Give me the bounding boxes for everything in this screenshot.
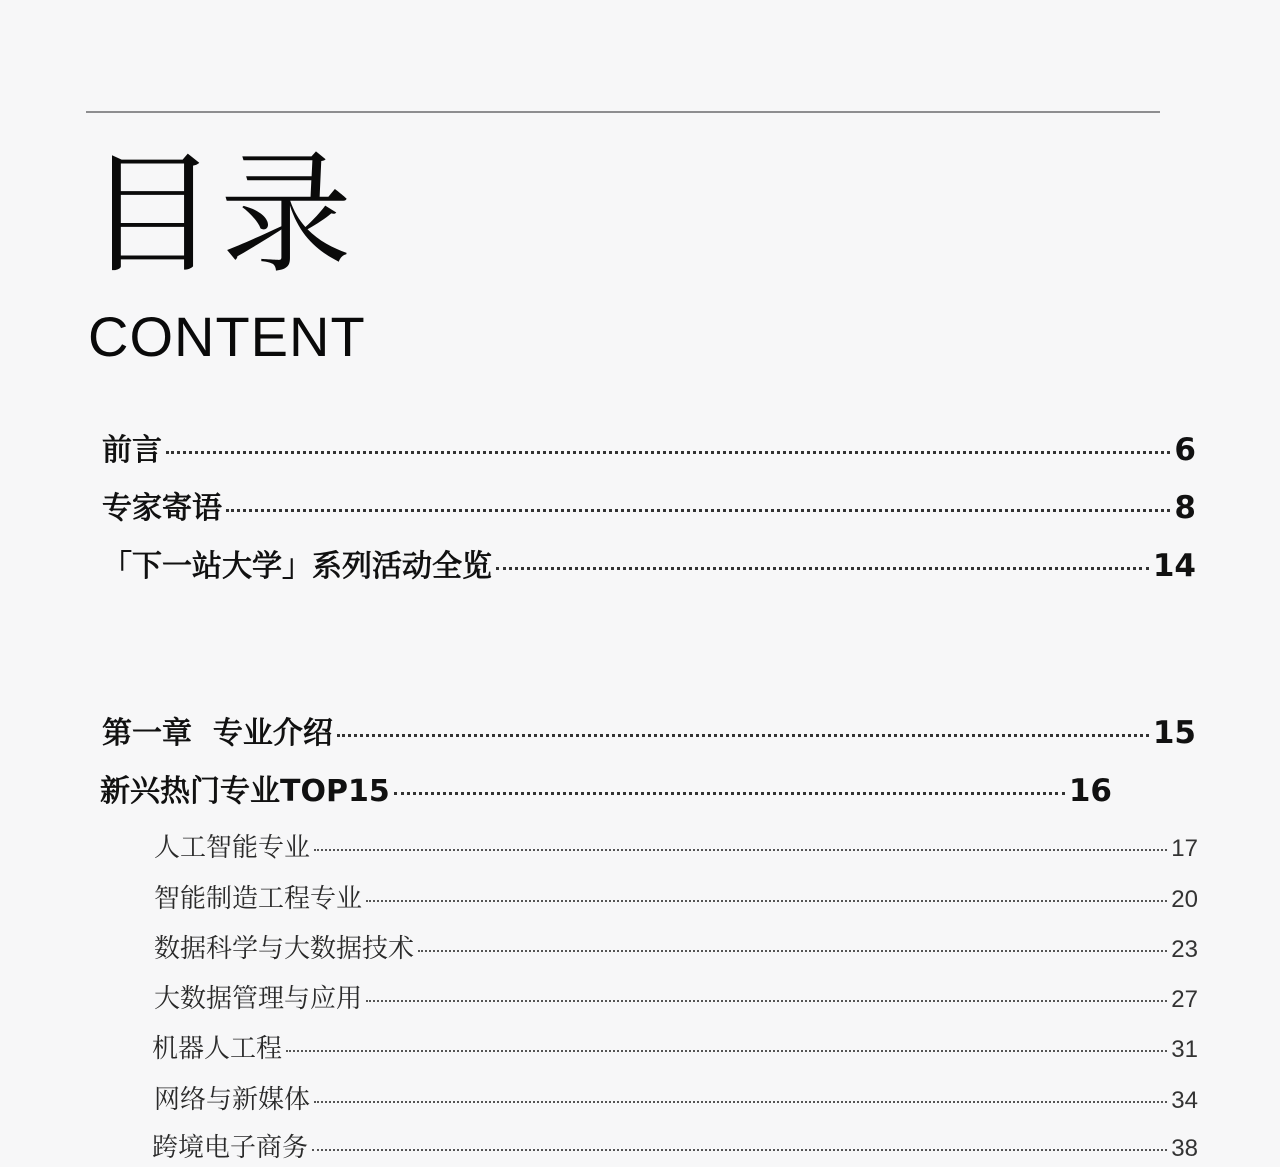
dot-leader xyxy=(496,567,1149,570)
toc-entry-title: 大数据管理与应用 xyxy=(154,984,363,1014)
toc-entry-title: 新兴热门专业TOP15 xyxy=(100,774,390,809)
top-divider xyxy=(86,111,1160,113)
toc-entry-expert-message[interactable] xyxy=(102,488,1196,529)
dot-leader xyxy=(314,1101,1167,1103)
toc-entry-activities-overview[interactable] xyxy=(102,546,1196,587)
toc-entry-page: 15 xyxy=(1152,715,1196,751)
toc-entry-title: 专家寄语 xyxy=(102,491,222,526)
toc-entry-title: 人工智能专业 xyxy=(154,833,311,863)
toc-entry-page: 34 xyxy=(1171,1087,1198,1114)
toc-entry-page: 8 xyxy=(1174,490,1196,526)
dot-leader xyxy=(312,1149,1167,1151)
toc-entry-page: 16 xyxy=(1068,773,1112,809)
toc-entry-title: 「下一站大学」系列活动全览 xyxy=(102,549,492,584)
toc-entry-subsection[interactable] xyxy=(154,931,1198,968)
dot-leader xyxy=(226,509,1170,512)
toc-entry-preface[interactable] xyxy=(102,430,1196,471)
toc-entry-page: 20 xyxy=(1171,886,1198,913)
toc-entry-subsection[interactable] xyxy=(152,1031,1198,1068)
toc-entry-title: 网络与新媒体 xyxy=(154,1085,311,1115)
toc-entry-chapter-1[interactable] xyxy=(102,713,1196,754)
dot-leader xyxy=(418,950,1167,952)
toc-entry-title: 机器人工程 xyxy=(152,1034,283,1064)
toc-entry-page: 38 xyxy=(1171,1135,1198,1162)
toc-entry-title: 智能制造工程专业 xyxy=(154,884,363,914)
toc-entry-title: 前言 xyxy=(102,433,162,468)
dot-leader xyxy=(366,900,1167,902)
toc-entry-subsection[interactable] xyxy=(154,881,1198,918)
toc-entry-page: 31 xyxy=(1171,1036,1198,1063)
dot-leader xyxy=(314,849,1167,851)
dot-leader xyxy=(286,1050,1167,1052)
toc-entry-subsection[interactable] xyxy=(154,830,1198,867)
dot-leader xyxy=(337,734,1149,737)
toc-entry-title: 跨境电子商务 xyxy=(152,1133,309,1163)
toc-entry-title: 数据科学与大数据技术 xyxy=(154,934,415,964)
toc-entry-page: 27 xyxy=(1171,986,1198,1013)
toc-entry-page: 14 xyxy=(1152,548,1196,584)
dot-leader xyxy=(166,451,1170,454)
toc-entry-section-top15[interactable] xyxy=(100,771,1112,812)
dot-leader xyxy=(394,792,1065,795)
toc-entry-subsection[interactable] xyxy=(154,981,1198,1018)
toc-entry-page: 23 xyxy=(1171,936,1198,963)
toc-entry-subsection[interactable] xyxy=(152,1130,1198,1167)
page-title: 目录 xyxy=(86,138,354,292)
toc-entry-subsection[interactable] xyxy=(154,1082,1198,1119)
toc-entry-page: 6 xyxy=(1174,432,1196,468)
page-subtitle: CONTENT xyxy=(88,305,366,368)
toc-entry-page: 17 xyxy=(1171,835,1198,862)
dot-leader xyxy=(366,1000,1167,1002)
toc-entry-title: 第一章 专业介绍 xyxy=(102,716,333,751)
